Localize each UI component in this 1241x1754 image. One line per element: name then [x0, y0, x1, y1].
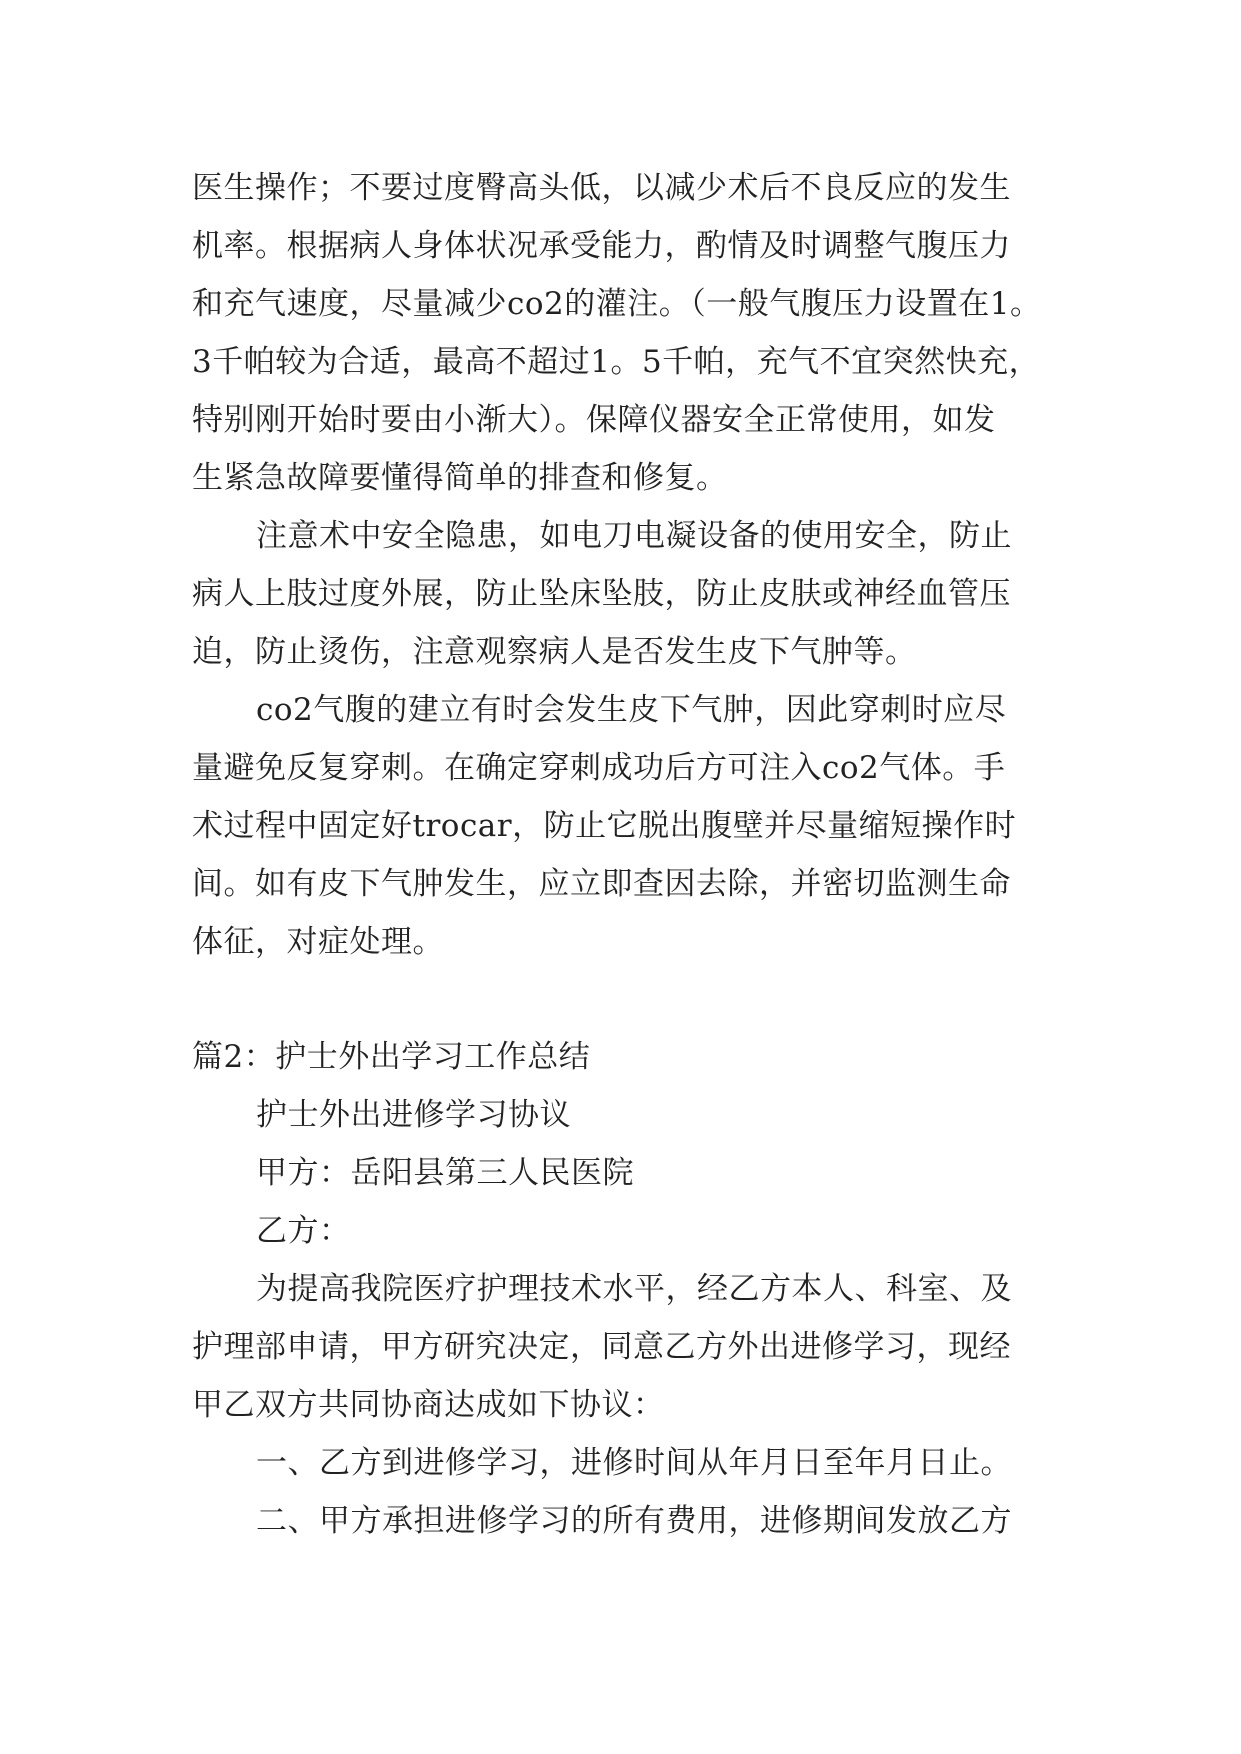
text-line: 甲乙双方共同协商达成如下协议：: [192, 1387, 665, 1423]
text-line: 病人上肢过度外展，防止坠床坠肢，防止皮肤或神经血管压: [192, 576, 1011, 612]
party-a: 甲方：岳阳县第三人民医院: [256, 1155, 634, 1191]
clause-two: 二、甲方承担进修学习的所有费用，进修期间发放乙方: [256, 1503, 1012, 1539]
text-line: 注意术中安全隐患，如电刀电凝设备的使用安全，防止: [256, 518, 1012, 554]
clause-one: 一、乙方到进修学习，进修时间从年月日至年月日止。: [256, 1445, 1012, 1481]
text-line: 体征，对症处理。: [192, 924, 444, 960]
section-heading: 篇2：护士外出学习工作总结: [192, 1039, 591, 1075]
text-line: co2气腹的建立有时会发生皮下气肿，因此穿刺时应尽: [256, 692, 1007, 728]
text-line: 机率。根据病人身体状况承受能力，酌情及时调整气腹压力: [192, 228, 1011, 264]
text-line: 特别刚开始时要由小渐大）。保障仪器安全正常使用，如发: [192, 402, 996, 438]
text-line: 迫，防止烫伤，注意观察病人是否发生皮下气肿等。: [192, 634, 917, 670]
text-line: 生紧急故障要懂得简单的排查和修复。: [192, 460, 728, 496]
text-line: 和充气速度，尽量减少co2的灌注。（一般气腹压力设置在1。: [192, 286, 1042, 322]
document-title: 护士外出进修学习协议: [256, 1097, 571, 1133]
text-line: 为提高我院医疗护理技术水平，经乙方本人、科室、及: [256, 1271, 1012, 1307]
text-line: 术过程中固定好trocar，防止它脱出腹壁并尽量缩短操作时: [192, 808, 1017, 844]
text-line: 护理部申请，甲方研究决定，同意乙方外出进修学习，现经: [192, 1329, 1011, 1365]
text-line: 医生操作；不要过度臀高头低，以减少术后不良反应的发生: [192, 170, 1011, 206]
text-line: 量避免反复穿刺。在确定穿刺成功后方可注入co2气体。手: [192, 750, 1006, 786]
text-line: 间。如有皮下气肿发生，应立即查因去除，并密切监测生命: [192, 866, 1011, 902]
text-line: 3千帕较为合适，最高不超过1。5千帕，充气不宜突然快充，: [192, 344, 1041, 380]
party-b: 乙方：: [256, 1213, 351, 1249]
